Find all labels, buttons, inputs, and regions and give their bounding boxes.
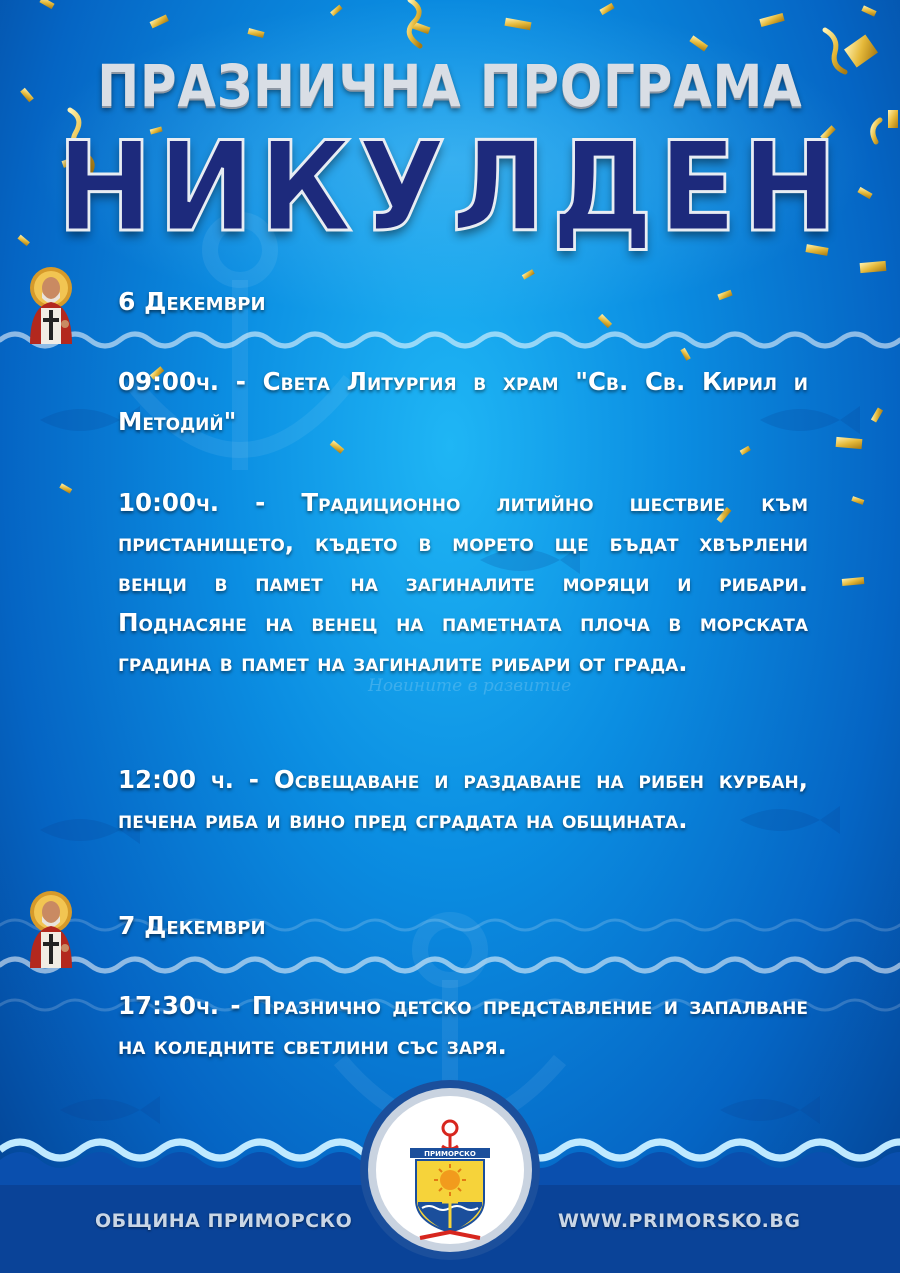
saint-nicholas-icon — [24, 890, 78, 970]
watermark: Новините в развитие — [368, 676, 572, 696]
day-date: 7 Декември — [118, 911, 266, 940]
event-title: НИКУЛДЕН — [56, 116, 844, 260]
day-date: 6 Декември — [118, 287, 266, 316]
primorsko-coat-of-arms-icon — [358, 1078, 542, 1262]
saint-nicholas-icon — [24, 266, 78, 346]
footer-website-link[interactable]: WWW.PRIMORSKO.BG — [558, 1210, 801, 1232]
event-item: 10:00ч. - Традиционно литийно шествие към пристанището, където в морето ще бъдат хвърлени венци в памет на загиналите моряци и рибари. Поднасяне на венец на паметната плоча в морската градина в памет на загиналите рибари от града. — [118, 488, 808, 677]
event-item: 17:30ч. - Празнично детско представление и запалване на коледните светлини със заря. — [118, 991, 808, 1060]
event-item: 09:00ч. - Света Литургия в храм "Св. Св. Кирил и Методий" — [118, 367, 808, 436]
program-subtitle: ПРАЗНИЧНА ПРОГРАМА — [97, 52, 803, 120]
event-item: 12:00 ч. - Освещаване и раздаване на рибен курбан, печена риба и вино пред сградата на общината. — [118, 765, 808, 834]
footer-municipality: ОБЩИНА ПРИМОРСКО — [95, 1210, 353, 1232]
municipality-logo — [358, 1078, 542, 1262]
logo-label: ПРИМОРСКО — [424, 1150, 476, 1158]
